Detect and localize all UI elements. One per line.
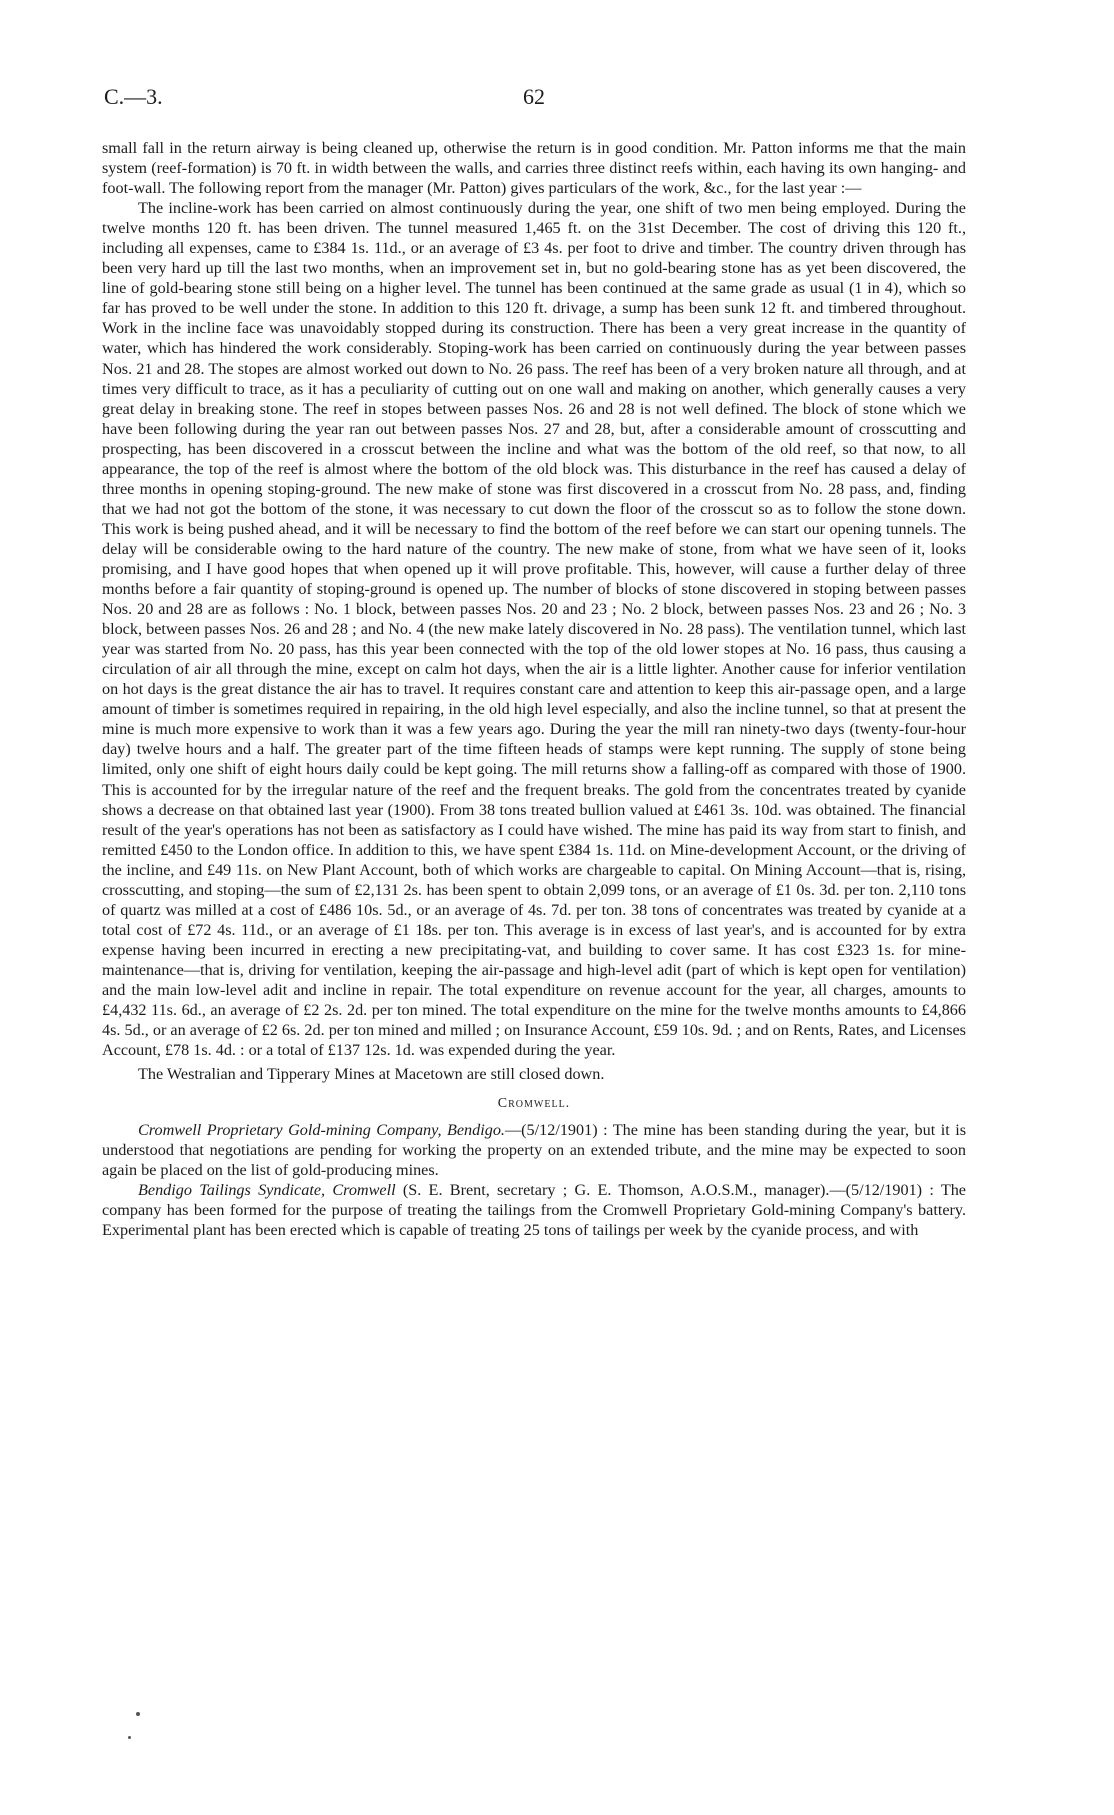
page-number: 62 (523, 84, 545, 109)
scan-speck (128, 1736, 131, 1739)
page-header (104, 84, 964, 114)
entry-company-name: Bendigo Tailings Syndicate, Cromwell (138, 1181, 396, 1200)
manager-report-paragraph: The incline-work has been carried on almost continuously during the year, one shift of two men being employed. During the twelve months 120 ft. has been driven. The tunnel measured 1,465 ft. on the 31st December. The cost of driving this 120 ft., including all expenses, came to £384 1s. 11d., or an average of £3 4s. per foot to drive and timber. The country driven through has been very hard up till the last two months, when an improvement set in, but no gold-bearing stone has as yet been discovered, the line of gold-bearing stone still being on a higher level. The tunnel has been continued at the same grade as usual (1 in 4), which so far has proved to be well under the stone. In addition to this 120 ft. drivage, a sump has been sunk 12 ft. and timbered throughout. Work in the incline face was unavoidably stopped during its construction. There has been a very great increase in the quantity of water, which has hindered the work considerably. Stoping-work has been carried on continuously during the year between passes Nos. 21 and 28. The stopes are almost worked out down to No. 26 pass. The reef has been of a very broken nature all through, and at times very difficult to trace, as it has a peculiarity of cutting out on one wall and making on another, which generally causes a very great delay in breaking stone. The reef in stopes between passes Nos. 26 and 28 is not well defined. The block of stone which we have been following during the year ran out between passes Nos. 27 and 28, but, after a considerable amount of crosscutting and prospecting, has been discovered in a crosscut between the incline and what was the bottom of the old reef, so that now, to all appearance, the top of the reef is almost where the bottom of the old block was. This disturbance in the reef has caused a delay of three months in opening stoping-ground. The new make of stone was first discovered in a crosscut from No. 28 pass, and, finding that we had not got the bottom of the stone, it was necessary to cut down the floor of the crosscut so as to follow the stone down. This work is being pushed ahead, and it will be necessary to find the bottom of the reef before we can start our opening tunnels. The delay will be considerable owing to the hard nature of the country. The new make of stone, from what we have seen of it, looks promising, and I have good hopes that when opened up it will prove profitable. This, however, will cause a further delay of three months before a fair quantity of stoping-ground is opened up. The number of blocks of stone discovered in stoping between passes Nos. 20 and 28 are as follows : No. 1 block, between passes Nos. 20 and 23 ; No. 2 block, between passes Nos. 23 and 26 ; No. 3 block, between passes Nos. 26 and 28 ; and No. 4 (the new make lately discovered in No. 28 pass). The ventilation tunnel, which last year was started from No. 20 pass, has this year been connected with the top of the old lower stopes at No. 16 pass, thus causing a circulation of air all through the mine, except on calm hot days, when the air is a little lighter. Another cause for inferior ventilation on hot days is the great distance the air has to travel. It requires constant care and attention to keep this air-passage open, and a large amount of timber is sometimes required in repairing, in the old high level especially, and also the incline tunnel, so that at present the mine is much more expensive to work than it was a few years ago. During the year the mill ran ninety-two days (twenty-four-hour day) twelve hours and a half. The greater part of the time fifteen heads of stamps were kept running. The supply of stone being limited, only one shift of eight hours daily could be kept going. The mill returns show a falling-off as compared with those of 1900. This is accounted for by the irregular nature of the reef and the frequent breaks. The gold from the concentrates treated by cyanide shows a decrease on that obtained last year (1900). From 38 tons treated bullion valued at £461 3s. 10d. was obtained. The financial result of the year's operations has not been as satisfactory as I could have wished. The mine has paid its way from start to finish, and remitted £450 to the London office. In addition to this, we have spent £384 1s. 11d. on Mine-development Account, or the driving of the incline, and £49 11s. on New Plant Account, both of which works are chargeable to capital. On Mining Account—that is, rising, crosscutting, and stoping—the sum of £2,131 2s. has been spent to obtain 2,099 tons, or an average of £1 0s. 3d. per ton. 2,110 tons of quartz was milled at a cost of £486 10s. 5d., or an average of 4s. 7d. per ton. 38 tons of concentrates was treated by cyanide at a total cost of £72 4s. 11d., or an average of £1 18s. per ton. This average is in excess of last year's, and is accounted for by extra expense having been incurred in erecting a new precipitating-vat, and building to cover same. It has cost £323 1s. for mine-maintenance—that is, driving for ventilation, keeping the air-passage and high-level adit (part of which is kept open for ventilation) and the main low-level adit and incline in repair. The total expenditure on revenue account for the year, all charges, amounts to £4,432 11s. 6d., an average of £2 2s. 2d. per ton mined. The total expenditure on the mine for the twelve months amounts to £4,866 4s. 5d., or an average of £2 6s. 2d. per ton mined and milled ; on Insurance Account, £59 10s. 9d. ; and on Rents, Rates, and Licenses Account, £78 1s. 4d. : or a total of £137 12s. 1d. was expended during the year. (102, 199, 966, 1060)
section-heading-cromwell: Cromwell. (497, 1096, 571, 1112)
macetown-mines-paragraph: The Westralian and Tipperary Mines at Macetown are still closed down. (138, 1065, 605, 1084)
entry-company-name: Cromwell Proprietary Gold-mining Company, Bendigo. (138, 1121, 505, 1140)
page-body (102, 138, 966, 1241)
entry-text: —(5/12/1901) : The mine has been standing during the year, but it is understood that negotiations are pending for working the property on an extended tribute, and the mine may be expected to soon again be placed on the list of gold-producing mines. (102, 1121, 966, 1180)
document-reference: C.—3. (104, 84, 163, 109)
entry-cromwell-proprietary (102, 1120, 966, 1180)
paragraph-continuation: small fall in the return airway is being cleaned up, otherwise the return is in good condition. Mr. Patton informs me that the main system (reef-formation) is 70 ft. in width between the walls, and carries three distinct reefs within, each having its own hanging- and foot-wall. The following report from the manager (Mr. Patton) gives particulars of the work, &c., for the last year :— (102, 139, 966, 198)
entry-text: (S. E. Brent, secretary ; G. E. Thomson, A.O.S.M., manager).—(5/12/1901) : The company has been formed for the purpose of treating the tailings from the Cromwell Proprietary Gold-mining Company's battery. Experimental plant has been erected which is capable of treating 25 tons of tailings per week by the cyanide process, and with (102, 1181, 966, 1240)
entry-bendigo-tailings (102, 1180, 966, 1240)
scan-speck (136, 1712, 140, 1716)
